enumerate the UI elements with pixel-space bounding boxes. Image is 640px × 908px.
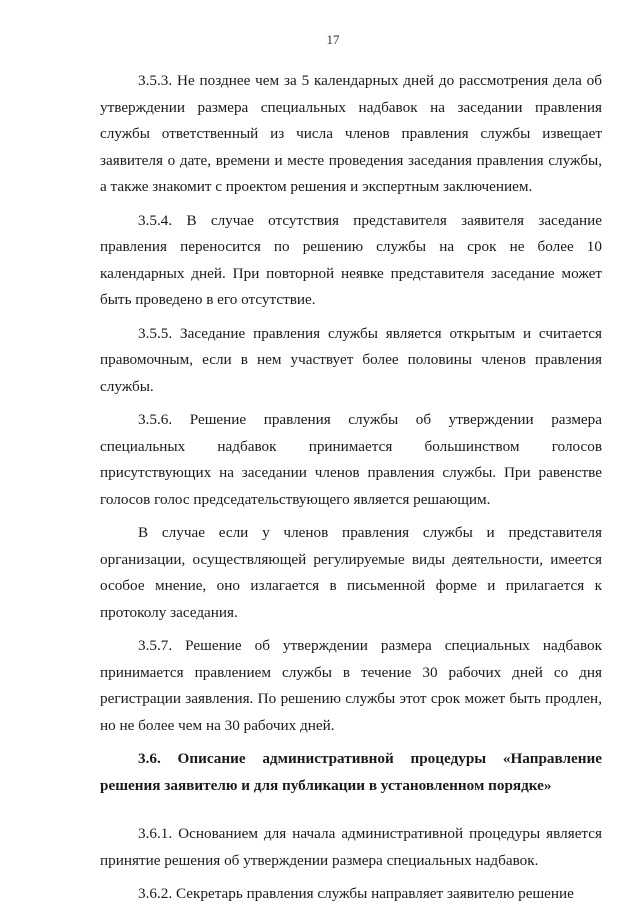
paragraph-3-6-1: 3.6.1. Основанием для начала административной процедуры является принятие решения об утверждении размера специальных надбавок. bbox=[100, 825, 602, 869]
paragraph-3-5-6: 3.5.6. Решение правления службы об утверждении размера специальных надбавок принимается большинством голосов присутствующих на заседании членов правления службы. При равенстве голосов голос председательствующего является решающим. bbox=[100, 411, 602, 508]
paragraph-3-5-4: 3.5.4. В случае отсутствия представителя заявителя заседание правления переносится по решению службы на срок не более 10 календарных дней. При повторной неявке представителя заседание может быть проведено в его отсутствие. bbox=[100, 211, 602, 308]
paragraph-3-5-7: 3.5.7. Решение об утверждении размера специальных надбавок принимается правлением службы в течение 30 рабочих дней со дня регистрации заявления. По решению службы этот срок может быть продлен, но не более чем на 30 рабочих дней. bbox=[100, 637, 602, 734]
section-heading-3-6: 3.6. Описание административной процедуры «Направление решения заявителю и для публикации в установленном порядке» bbox=[100, 750, 602, 794]
page-number: 17 bbox=[326, 32, 340, 47]
paragraph-3-6-2: 3.6.2. Секретарь правления службы направляет заявителю решение bbox=[138, 885, 574, 902]
paragraph-3-5-5: 3.5.5. Заседание правления службы является открытым и считается правомочным, если в нем участвует более половины членов правления службы. bbox=[100, 324, 602, 395]
paragraph-3-5-6-special-opinion: В случае если у членов правления службы и представителя организации, осуществляющей регулируемые виды деятельности, имеется особое мнение, оно излагается в письменной форме и прилагается к протоколу заседания. bbox=[100, 524, 602, 621]
paragraph-3-5-3: 3.5.3. Не позднее чем за 5 календарных дней до рассмотрения дела об утверждении размера специальных надбавок на заседании правления службы ответственный из числа членов правления службы извещает заявителя о дате, времени и месте проведения заседания правления службы, а также знакомит с проектом решения и экспертным заключением. bbox=[100, 72, 602, 195]
